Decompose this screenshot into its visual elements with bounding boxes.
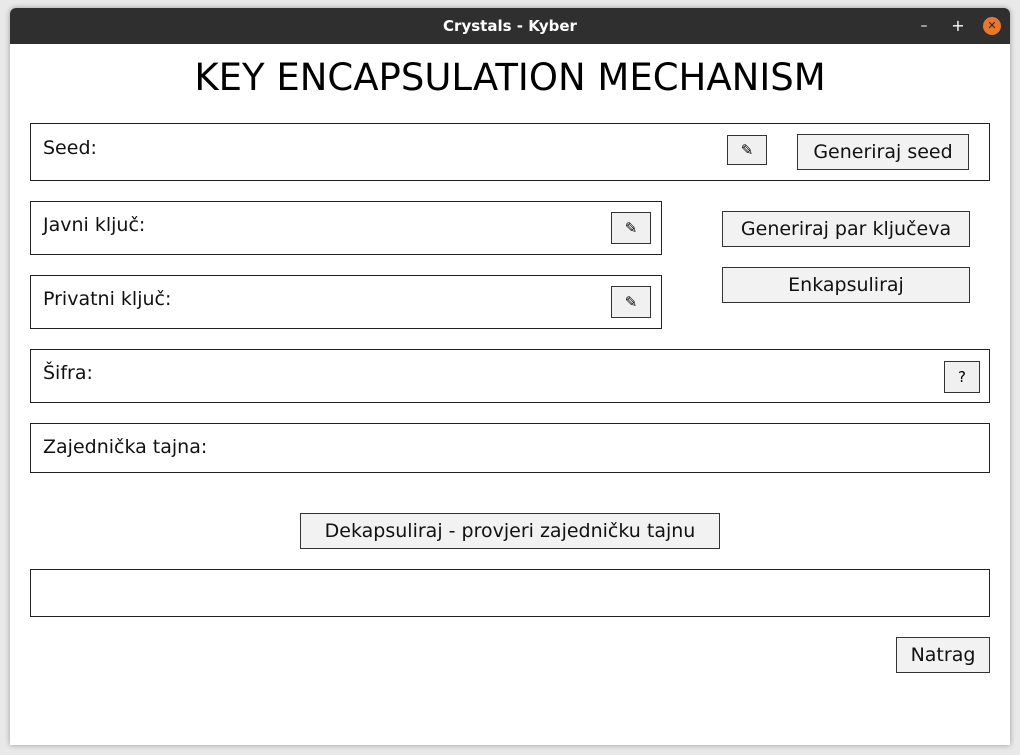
seed-label: Seed: bbox=[43, 137, 97, 159]
page-title: KEY ENCAPSULATION MECHANISM bbox=[194, 56, 826, 99]
public-key-label: Javni ključ: bbox=[43, 214, 146, 236]
title-bar[interactable] bbox=[10, 8, 1010, 44]
cipher-label: Šifra: bbox=[43, 362, 93, 384]
private-key-field[interactable] bbox=[30, 275, 662, 329]
private-key-edit-button[interactable] bbox=[611, 286, 651, 318]
public-key-edit-button[interactable] bbox=[611, 212, 651, 244]
question-icon: ? bbox=[958, 368, 966, 386]
close-icon[interactable]: ✕ bbox=[983, 17, 1001, 35]
encapsulate-button[interactable]: Enkapsuliraj bbox=[722, 267, 970, 303]
seed-field[interactable] bbox=[30, 123, 990, 181]
decapsulate-button[interactable]: Dekapsuliraj - provjeri zajedničku tajnu bbox=[300, 513, 720, 549]
seed-edit-button[interactable] bbox=[727, 135, 767, 165]
shared-secret-field[interactable] bbox=[30, 423, 990, 473]
pencil-icon: ✎ bbox=[624, 219, 638, 237]
app-window bbox=[10, 8, 1010, 745]
cipher-help-button[interactable] bbox=[944, 361, 980, 393]
cipher-field[interactable] bbox=[30, 349, 990, 403]
generate-keypair-button[interactable]: Generiraj par ključeva bbox=[722, 211, 970, 247]
maximize-icon[interactable]: + bbox=[951, 16, 965, 35]
public-key-field[interactable] bbox=[30, 201, 662, 255]
minimize-icon[interactable]: – bbox=[920, 18, 928, 34]
result-output bbox=[30, 569, 990, 617]
private-key-label: Privatni ključ: bbox=[43, 288, 172, 310]
generate-seed-button[interactable]: Generiraj seed bbox=[797, 134, 969, 170]
pencil-icon: ✎ bbox=[624, 293, 638, 311]
shared-secret-label: Zajednička tajna: bbox=[43, 436, 208, 458]
pencil-icon: ✎ bbox=[740, 141, 754, 159]
window-title: Crystals - Kyber bbox=[443, 17, 577, 35]
back-button[interactable]: Natrag bbox=[896, 637, 990, 673]
